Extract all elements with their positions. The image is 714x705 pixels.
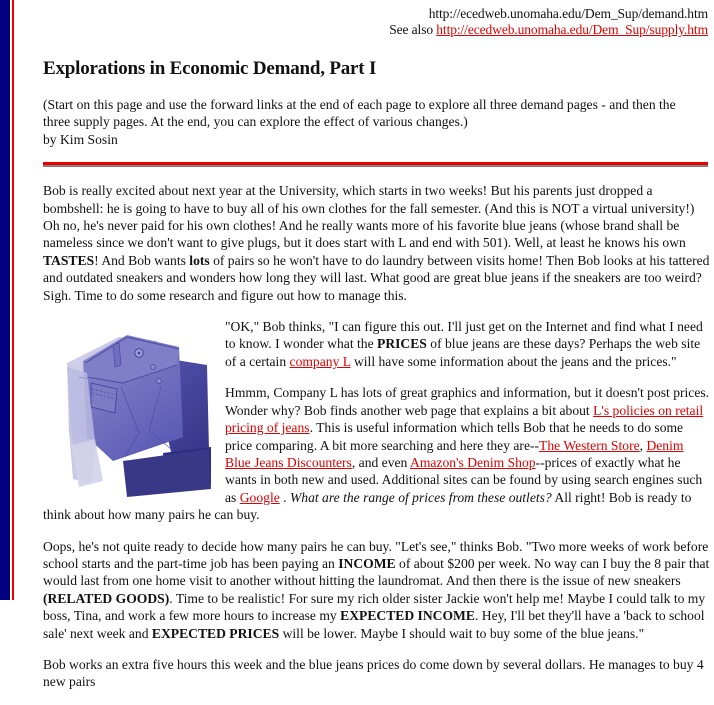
red-horizontal-rule xyxy=(43,162,708,167)
p3-text-b: . This is useful information which tells Bob that he needs to do some price comparing. A bit more searching and here they are-- xyxy=(225,420,684,453)
p4-text-d: . Hey, I'll bet they'll have a 'back to school sale' next week and xyxy=(43,608,705,641)
p1-text-a: Bob is really excited about next year at the University, which starts in two weeks! But his parents just dropped a bombshell: he is going to have to buy all of his own clothes for the fall semester. (And this is NOT a virtual university!) Oh no, he's never paid for his own clothes! And he really wants more of his favorite blue jeans (whose brand shall be nameless since we don't want to give plugs, but it does start with L and end with 501). Well, at least he knows his own xyxy=(43,183,695,251)
p4-text-e: will be lower. Maybe I should wait to buy some of the blue jeans." xyxy=(279,625,645,641)
page-title: Explorations in Economic Demand, Part I xyxy=(43,58,377,79)
p1-text-d: of pairs so he won't have to do laundry between visits home! Then Bob looks at his tattered and outdated sneakers and wonders how long they will last. What good are great blue jeans if the sneakers are too weird? Sigh. Time to do some research and figure out how to manage this. xyxy=(43,252,710,303)
p1-text-c: ! And Bob wants xyxy=(94,252,190,268)
page-url-text: http://ecedweb.unomaha.edu/Dem_Sup/demand.htm xyxy=(428,6,708,21)
paragraph-1 xyxy=(43,182,710,304)
western-store-link[interactable]: The Western Store xyxy=(539,437,640,453)
p4-text-c: . Time to be realistic! For sure my rich older sister Jackie won't help me! Maybe I could talk to my boss, Tina, and work a few more hours to increase my xyxy=(43,590,706,624)
header-url-block xyxy=(14,0,714,38)
p3-text-c: , xyxy=(639,437,647,453)
denim-blue-jeans-discounters-link[interactable]: Denim Blue Jeans Discounters xyxy=(225,437,684,470)
see-also-label: See also xyxy=(389,22,437,37)
p4-text-b: of about $200 per week. No way can I buy the 8 pair that would last from one home visit to another without hitting the laundromat. And then there is the issue of new sneakers xyxy=(43,555,710,589)
amazon-denim-shop-link[interactable]: Amazon's Denim Shop xyxy=(410,454,536,470)
p4-bold-related-goods: (RELATED GOODS) xyxy=(43,590,170,606)
p4-bold-expected-income: EXPECTED INCOME xyxy=(340,608,475,624)
left-navy-border xyxy=(0,0,10,600)
p1-bold-tastes: TASTES xyxy=(43,252,95,268)
paragraph-5: Bob works an extra five hours this week and the blue jeans prices do come down by several dollars. He manages to buy 4 new pairs xyxy=(43,656,704,690)
p3-text-a: Hmmm, Company L has lots of great graphics and information, but it doesn't post prices. Wonder why? Bob finds another web page that explains a bit about xyxy=(225,385,710,418)
jeans-svg xyxy=(61,321,213,501)
blue-jeans-illustration xyxy=(61,321,213,501)
p3-text-g: All right! Bob is ready to think about how many pairs he can buy. xyxy=(43,489,692,523)
intro-byline: by Kim Sosin xyxy=(43,131,118,147)
p3-text-d: , and even xyxy=(351,454,410,470)
p4-text-a: Oops, he's not quite ready to decide how many pairs he can buy. "Let's see," thinks Bob. "Two more weeks of work before school starts and the part-time job has been paying an xyxy=(43,538,709,571)
p2-text-a: "OK," Bob thinks, "I can figure this out. I'll just get on the Internet and find what I need to know. I wonder what the xyxy=(225,319,703,352)
p4-bold-income: INCOME xyxy=(338,555,396,571)
p2-text-d: will have some information about the jeans and the prices." xyxy=(350,353,677,369)
intro-block xyxy=(43,96,695,148)
intro-parenthetical: (Start on this page and use the forward links at the end of each page to explore all three demand pages - and then the three supply pages. At the end, you can explore the effect of various changes.) xyxy=(43,97,676,130)
p1-bold-lots: lots xyxy=(189,252,210,268)
p3-text-e: --prices of exactly what he wants in both new and used. Additional sites can be found by using search engines such as xyxy=(225,454,703,505)
company-l-link[interactable]: company L xyxy=(289,353,351,369)
article-body xyxy=(43,182,710,705)
p3-text-f: . xyxy=(279,489,290,505)
google-link[interactable]: Google xyxy=(239,489,280,505)
p3-italic-question: What are the range of prices from these outlets? xyxy=(289,489,552,505)
paragraph-4 xyxy=(43,538,710,642)
document-page xyxy=(14,0,714,690)
p2-bold-prices: PRICES xyxy=(377,336,427,352)
p2-text-c: of blue jeans are these days? Perhaps the web site of a certain xyxy=(225,336,701,369)
see-also-line xyxy=(14,22,708,38)
p4-bold-expected-prices: EXPECTED PRICES xyxy=(151,625,280,641)
supply-page-link[interactable]: http://ecedweb.unomaha.edu/Dem_Sup/supply.htm xyxy=(436,22,708,37)
retail-pricing-policies-link[interactable]: L's policies on retail pricing of jeans xyxy=(225,402,704,436)
jeans-stack xyxy=(67,335,211,497)
